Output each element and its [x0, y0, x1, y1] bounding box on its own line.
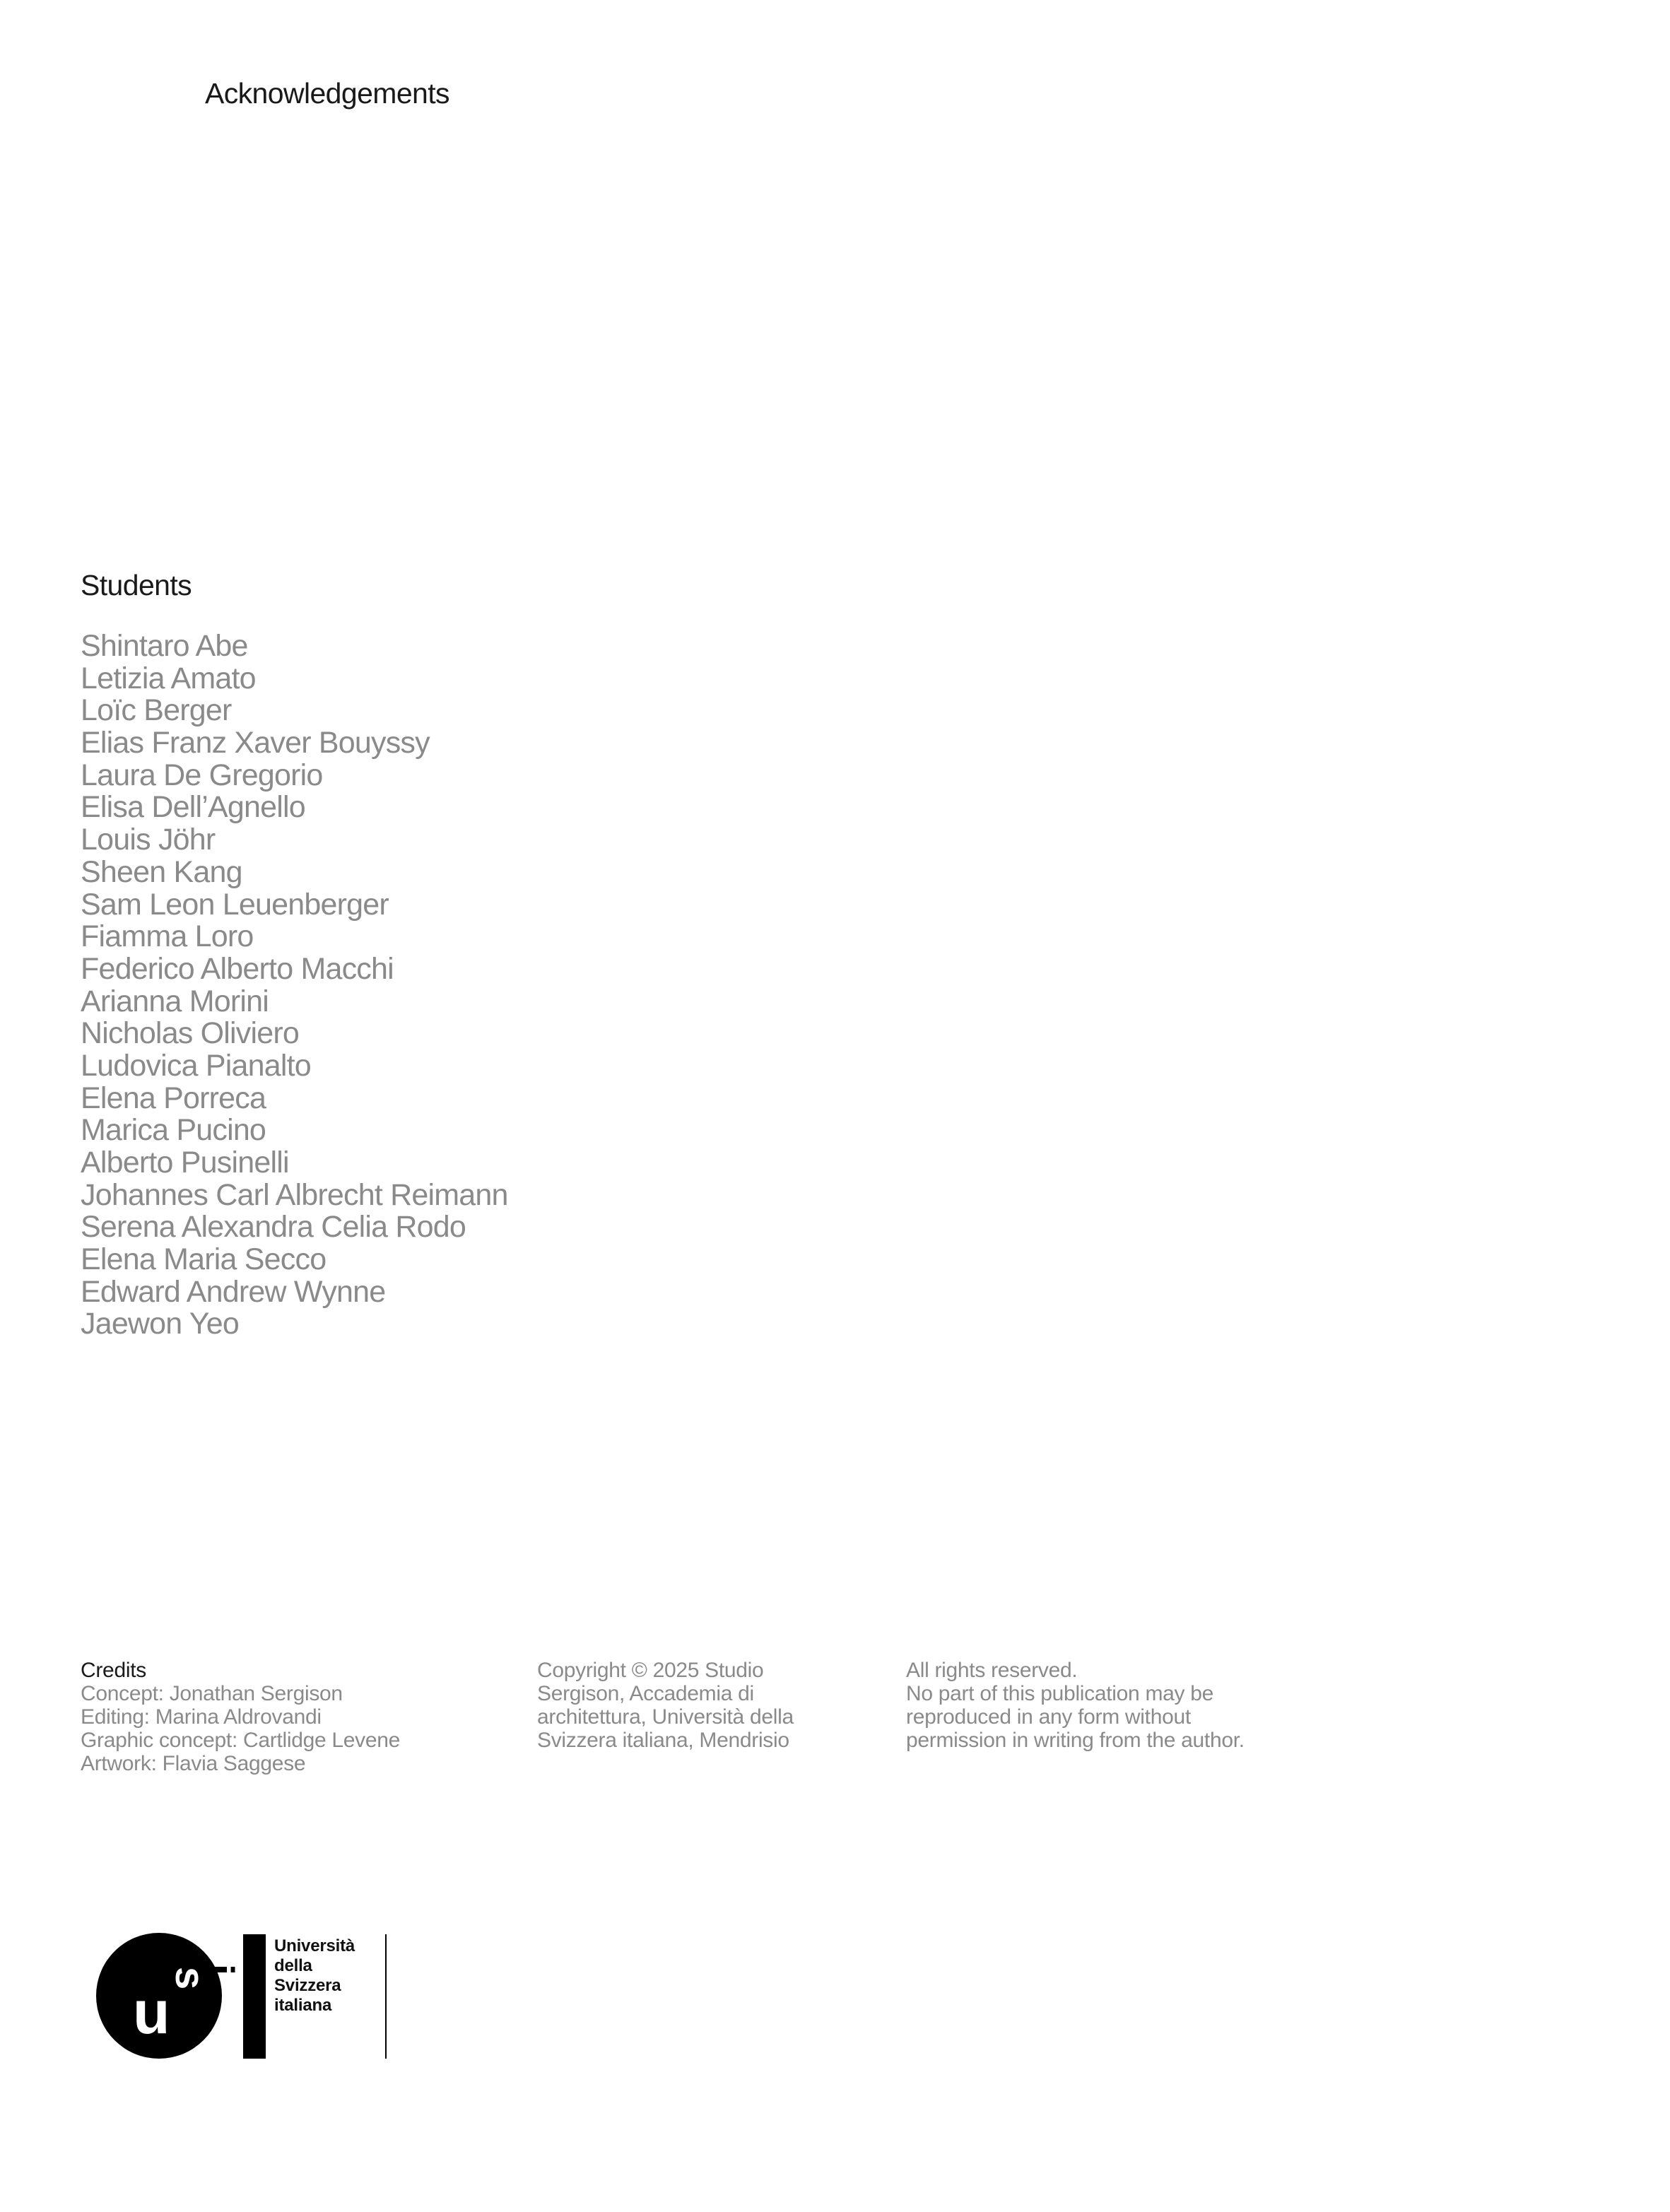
copyright-line: Sergison, Accademia di — [537, 1682, 754, 1705]
credits-block — [81, 1659, 400, 1775]
student-name: Marica Pucino — [81, 1113, 266, 1148]
student-name: Laura De Gregorio — [81, 758, 323, 792]
credit-line: Editing: Marina Aldrovandi — [81, 1705, 322, 1729]
rights-line: All rights reserved. — [906, 1659, 1078, 1682]
student-name: Elias Franz Xaver Bouyssy — [81, 726, 430, 760]
page-title: Acknowledgements — [205, 77, 449, 110]
rights-block — [906, 1659, 1245, 1752]
student-name: Loïc Berger — [81, 693, 232, 728]
student-name: Elena Maria Secco — [81, 1242, 327, 1277]
student-name: Federico Alberto Macchi — [81, 951, 394, 986]
student-name: Ludovica Pianalto — [81, 1048, 311, 1083]
rights-line: permission in writing from the author. — [906, 1729, 1245, 1752]
student-name: Johannes Carl Albrecht Reimann — [81, 1177, 508, 1212]
credits-heading: Credits — [81, 1659, 146, 1682]
student-name: Edward Andrew Wynne — [81, 1274, 386, 1309]
student-name: Nicholas Oliviero — [81, 1016, 300, 1051]
student-name: Elisa Dell’Agnello — [81, 790, 305, 825]
student-name: Shintaro Abe — [81, 629, 248, 663]
logo-letter-s: s — [167, 1967, 213, 1990]
copyright-line: Svizzera italiana, Mendrisio — [537, 1729, 789, 1752]
student-name: Sheen Kang — [81, 854, 242, 889]
student-name: Louis Jöhr — [81, 823, 216, 857]
student-name: Sam Leon Leuenberger — [81, 887, 389, 922]
student-name: Arianna Morini — [81, 984, 269, 1018]
student-name: Fiamma Loro — [81, 919, 254, 954]
logo-letter-i: i — [196, 1964, 242, 1976]
student-name: Serena Alexandra Celia Rodo — [81, 1210, 466, 1245]
student-name: Letizia Amato — [81, 661, 256, 695]
credit-line: Artwork: Flavia Saggese — [81, 1752, 306, 1775]
copyright-line: Copyright © 2025 Studio — [537, 1659, 764, 1682]
student-name: Elena Porreca — [81, 1081, 266, 1115]
credit-line: Concept: Jonathan Sergison — [81, 1682, 343, 1705]
rights-line: reproduced in any form without — [906, 1705, 1191, 1729]
credit-line: Graphic concept: Cartlidge Levene — [81, 1729, 401, 1752]
student-name: Jaewon Yeo — [81, 1307, 239, 1341]
student-name: Alberto Pusinelli — [81, 1146, 289, 1179]
logo-line: Università — [274, 1936, 355, 1955]
logo-wordmark — [274, 1936, 355, 2016]
logo-line: Svizzera — [274, 1976, 341, 1995]
logo-letter-u: u — [133, 1979, 170, 2047]
copyright-block — [537, 1659, 794, 1752]
students-heading: Students — [81, 569, 192, 601]
rights-line: No part of this publication may be — [906, 1682, 1214, 1705]
copyright-line: architettura, Università della — [537, 1705, 794, 1729]
logo-line: della — [274, 1956, 312, 1975]
logo-line: italiana — [274, 1996, 332, 2015]
students-list — [81, 630, 508, 1341]
